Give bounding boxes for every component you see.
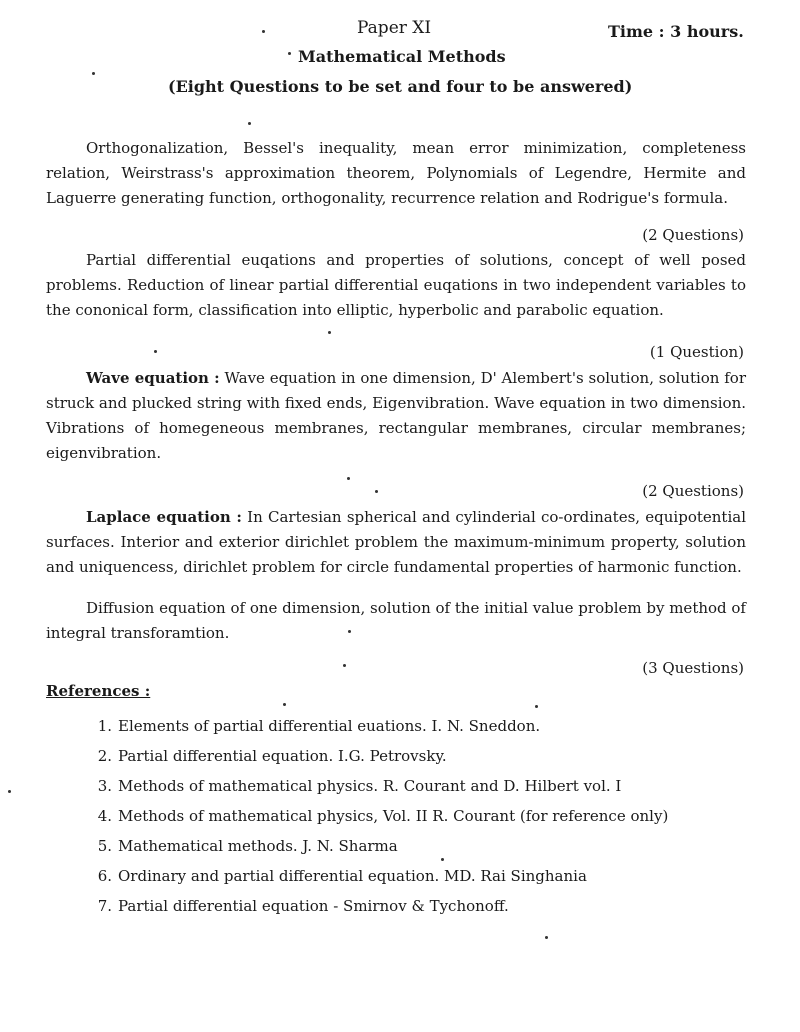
question-instruction: (Eight Questions to be set and four to be answered)	[168, 77, 633, 96]
scan-speck	[328, 331, 331, 334]
paragraph-lead: Wave equation :	[86, 369, 220, 387]
reference-item	[80, 771, 668, 801]
scan-speck	[288, 52, 291, 55]
paragraph-lead: Laplace equation :	[86, 508, 242, 526]
paragraph-text: Diffusion equation of one dimension, solution of the initial value problem by method of integral transforamtion.	[46, 599, 746, 642]
reference-item	[80, 831, 668, 861]
reference-item	[80, 861, 668, 891]
reference-number: 3.	[97, 777, 112, 795]
scan-speck	[92, 72, 95, 75]
scan-speck	[248, 122, 251, 125]
syllabus-paragraph-laplace-equation	[46, 505, 746, 580]
reference-item	[80, 891, 668, 921]
scan-speck	[8, 790, 11, 793]
scan-speck	[535, 705, 538, 708]
reference-number: 2.	[97, 747, 112, 765]
reference-text: Elements of partial differential euations. I. N. Sneddon.	[118, 717, 541, 735]
question-count: (1 Question)	[649, 343, 744, 361]
question-count: (2 Questions)	[642, 226, 744, 244]
scan-speck	[441, 858, 444, 861]
paragraph-text: Partial differential euqations and properties of solutions, concept of well posed problems. Reduction of linear partial differential euqations in two independent variables to the cononical form, classification into elliptic, hyperbolic and parabolic equation.	[46, 251, 746, 319]
scan-speck	[375, 490, 378, 493]
reference-item	[80, 741, 668, 771]
scan-speck	[262, 30, 265, 33]
reference-number: 6.	[97, 867, 112, 885]
reference-text: Partial differential equation - Smirnov & Tychonoff.	[118, 897, 509, 915]
paragraph-text: Wave equation in one dimension, D' Alembert's solution, solution for struck and plucked string with fixed ends, Eigenvibration. Wave equation in two dimension. Vibrations of homegeneous membranes, rectangular membranes, circular membranes; eigenvibration.	[46, 369, 746, 462]
scan-speck	[348, 630, 351, 633]
scan-speck	[347, 477, 350, 480]
reference-text: Methods of mathematical physics, Vol. II R. Courant (for reference only)	[118, 807, 669, 825]
references-heading: References :	[46, 682, 151, 700]
scan-speck	[154, 350, 157, 353]
syllabus-paragraph-wave-equation	[46, 366, 746, 466]
scan-speck	[545, 936, 548, 939]
paper-title: Paper XI	[357, 18, 432, 38]
syllabus-paragraph-pde	[46, 248, 746, 323]
scan-speck	[283, 703, 286, 706]
scan-speck	[343, 664, 346, 667]
reference-number: 7.	[97, 897, 112, 915]
syllabus-paragraph-diffusion-equation	[46, 596, 746, 646]
exam-duration: Time : 3 hours.	[608, 22, 744, 41]
reference-item	[80, 711, 668, 741]
paragraph-text: In Cartesian spherical and cylinderial co-ordinates, equipotential surfaces. Interior and exterior dirichlet problem the maximum-minimum property, solution and uniquencess, dirichlet problem for circle fundamental properties of harmonic function.	[46, 508, 746, 576]
question-count: (2 Questions)	[642, 482, 744, 500]
reference-number: 4.	[97, 807, 112, 825]
reference-text: Ordinary and partial differential equation. MD. Rai Singhania	[118, 867, 587, 885]
paragraph-text: Orthogonalization, Bessel's inequality, mean error minimization, completeness relation, Weirstrass's approximation theorem, Polynomials of Legendre, Hermite and Laguerre generating function, orthogonality, recurrence relation and Rodrigue's formula.	[46, 139, 746, 207]
reference-number: 5.	[97, 837, 112, 855]
subject-title: Mathematical Methods	[298, 47, 506, 66]
question-count: (3 Questions)	[642, 659, 744, 677]
reference-text: Methods of mathematical physics. R. Courant and D. Hilbert vol. I	[118, 777, 622, 795]
reference-item	[80, 801, 668, 831]
references-list	[80, 711, 668, 921]
reference-text: Partial differential equation. I.G. Petrovsky.	[118, 747, 447, 765]
reference-text: Mathematical methods. J. N. Sharma	[118, 837, 398, 855]
reference-number: 1.	[97, 717, 112, 735]
syllabus-paragraph-orthogonalization	[46, 136, 746, 211]
